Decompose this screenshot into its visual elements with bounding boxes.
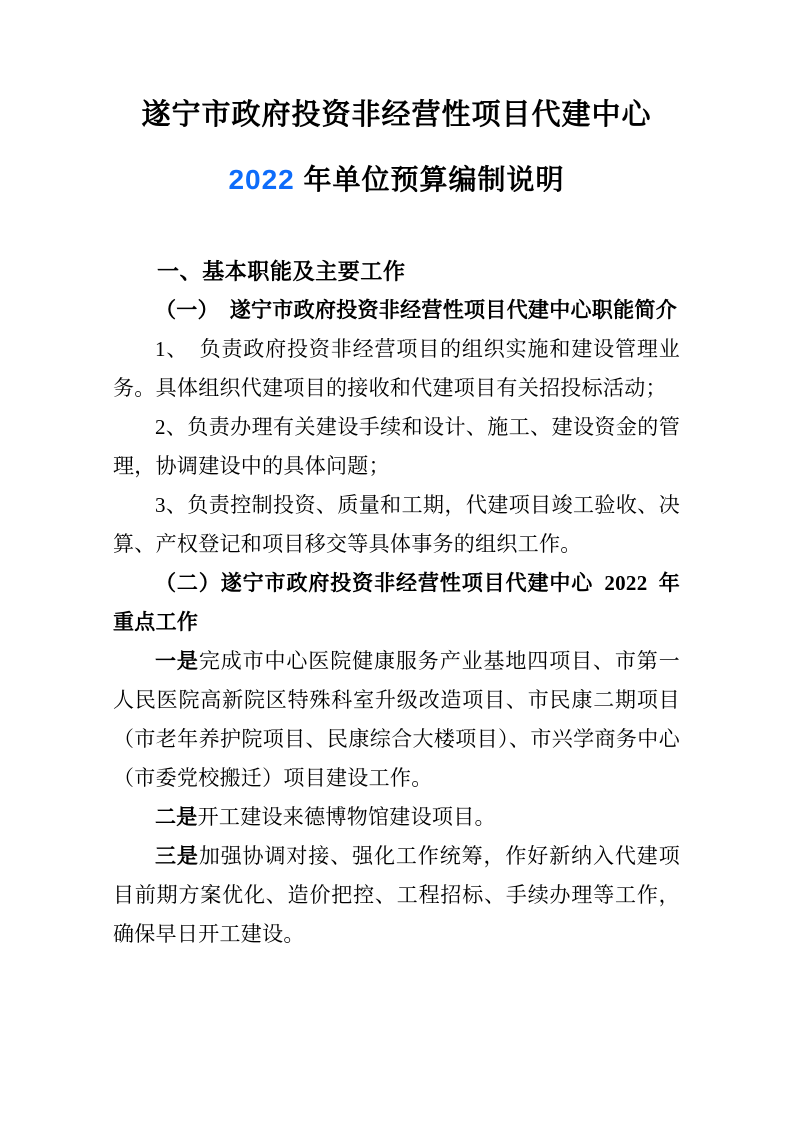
paragraph-keywork-3-lead: 三是	[155, 844, 199, 868]
paragraph-keywork-3-text: 加强协调对接、强化工作统筹，作好新纳入代建项目前期方案优化、造价把控、工程招标、手续办理等工作，确保早日开工建设。	[113, 844, 680, 946]
paragraph-duty-3: 3、负责控制投资、质量和工期，代建项目竣工验收、决算、产权登记和项目移交等具体事务的组织工作。	[113, 493, 680, 556]
subsection-heading-2022-key-work: （二）遂宁市政府投资非经营性项目代建中心 2022 年重点工作	[113, 571, 680, 634]
paragraph-keywork-2	[113, 798, 680, 837]
subtitle-text: 年单位预算编制说明	[294, 164, 565, 195]
section-heading-basic-duties: 一、基本职能及主要工作	[157, 259, 406, 284]
paragraph-duty-2: 2、负责办理有关建设手续和设计、施工、建设资金的管理，协调建设中的具体问题；	[113, 415, 680, 478]
subtitle-year: 2022	[228, 164, 295, 195]
paragraph-keywork-1-lead: 一是	[155, 649, 199, 673]
paragraph-keywork-1-text: 完成市中心医院健康服务产业基地四项目、市第一人民医院高新院区特殊科室升级改造项目、市民康二期项目（市老年养护院项目、民康综合大楼项目）、市兴学商务中心（市委党校搬迁）项目建设工作。	[113, 649, 680, 790]
paragraph-keywork-2-text: 开工建设来德博物馆建设项目。	[197, 805, 496, 829]
paragraph-keywork-2-lead: 二是	[155, 805, 198, 829]
document-title: 遂宁市政府投资非经营性项目代建中心	[141, 99, 652, 131]
document-body	[113, 252, 680, 954]
subsection-heading-functions-intro: （一） 遂宁市政府投资非经营性项目代建中心职能简介	[155, 298, 677, 322]
paragraph-duty-1: 1、 负责政府投资非经营项目的组织实施和建设管理业务。具体组织代建项目的接收和代建项目有关招投标活动；	[113, 337, 680, 400]
document-subtitle	[113, 160, 680, 200]
paragraph-keywork-3	[113, 837, 680, 954]
paragraph-keywork-1	[113, 642, 680, 798]
